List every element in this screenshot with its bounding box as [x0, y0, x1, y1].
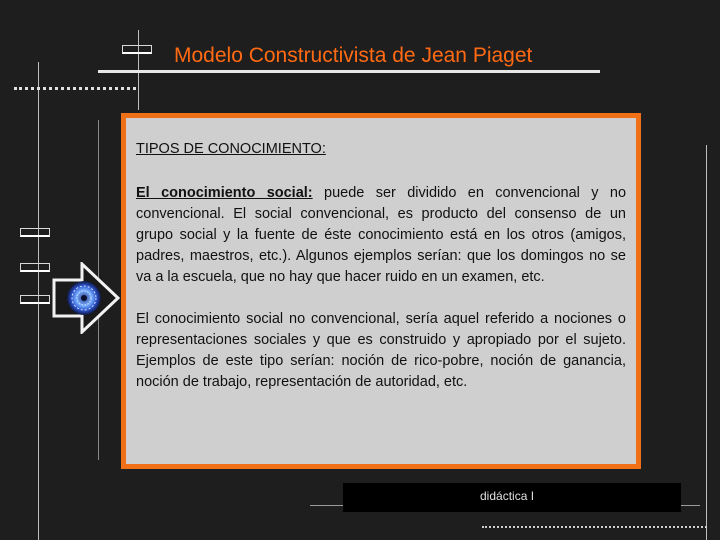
side-marker-1 — [20, 228, 50, 237]
side-marker-2 — [20, 263, 50, 272]
arrow-right-icon — [52, 262, 122, 334]
footer-label: didáctica I — [480, 489, 535, 503]
right-vertical-line — [706, 145, 707, 540]
footer-dotted-line — [482, 526, 707, 528]
title-dotted-line — [14, 87, 136, 90]
content-text — [136, 139, 626, 393]
paragraph-2: El conocimiento social no convencional, sería aquel referido a nociones o representaciones sociales y que es construido y apropiado por el sujeto. Ejemplos de este tipo serían: noción de rico-pobre, noción de ganancia, noción de trabajo, representación de autoridad, etc. — [136, 311, 626, 390]
slide-title: Modelo Constructivista de Jean Piaget — [174, 44, 533, 67]
paragraph-1-text: puede ser dividido en convencional y no convencional. El social convencional, es producto del consenso de un grupo social y la fuente de éste conocimiento está en los otros (amigos, padres, maestros, etc.). Algunos ejemplos serían: que los domingos no se va a la escuela, que no hay que hacer ruido en un examen, etc. — [136, 185, 627, 285]
paragraph-1-term: El conocimiento social: — [136, 185, 313, 201]
title-underline — [98, 70, 600, 73]
paragraph-1 — [136, 183, 626, 288]
side-marker-3 — [20, 295, 50, 304]
section-heading: TIPOS DE CONOCIMIENTO: — [136, 141, 326, 157]
content-panel — [121, 113, 641, 469]
title-marker — [122, 45, 152, 54]
